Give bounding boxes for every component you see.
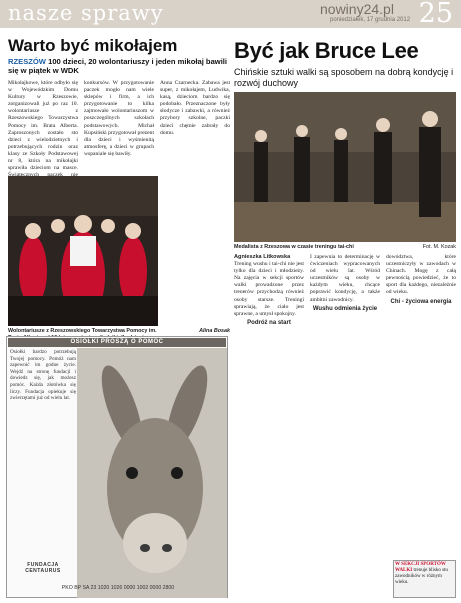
subhead: Podróż na start bbox=[247, 319, 291, 326]
left-col-3 bbox=[160, 80, 230, 330]
right-col-3 bbox=[386, 254, 456, 554]
foundation-name: FUNDACJA CENTAURUS bbox=[25, 562, 61, 574]
left-article-title: Warto być mikołajem bbox=[8, 36, 178, 55]
issue-date: poniedziałek, 17 grudnia 2012 bbox=[330, 17, 411, 23]
photo-illustration bbox=[234, 92, 456, 242]
paragraph: I zapewnia to determinację w ćwiczeniach wypracowanych od wielu lat. Wśród uczestników są osoby w każdym wieku, chcące poprawić kondycję, a także ambitni zawodnicy. bbox=[310, 254, 380, 303]
section-name: nasze sprawy bbox=[8, 1, 164, 25]
info-box bbox=[393, 560, 456, 598]
info-label: W SEKCJI SPORTÓW WALKI bbox=[395, 562, 446, 573]
article-location: RZESZÓW bbox=[8, 57, 46, 66]
caption-text: Wolontariusze z Rzeszowskiego Towarzystwa Pomocy im. bbox=[8, 328, 157, 334]
left-col-2 bbox=[84, 80, 154, 175]
subhead: Chi - życiowa energia bbox=[390, 298, 452, 305]
paragraph: konkursów. W przygotowanie paczek mogło nam wiele sklepów i firm, a ich przygotowanie to kilka zajmowało wolontariuszom w poszczególnych szkołach podstawowych. Michał Kupsiński przygotował prezent dla dzieci i wyśmienitą atmosferę, a dzieci w grupach wspaniale się bawiły. bbox=[84, 80, 154, 157]
taichi-photo bbox=[234, 92, 456, 242]
paragraph: Trening wushu i tai-chi nie jest tylko dla dzieci i młodzieży. Na zajęcia w sekcji sportów walki prowadzone przez trenerów przychodzą również osoby starsze. Treningi sprawiają, że ciało jest sprawne, a umysł spokojny. bbox=[234, 261, 304, 317]
info-text: trenuje blisko stu zawodników w różnym wieku. bbox=[395, 568, 448, 585]
lead-text: 100 dzieci, 20 wolontariuszy i jeden mikołaj bawili się w piątek w WDK bbox=[8, 57, 228, 75]
left-article-lead bbox=[8, 57, 228, 75]
photo-illustration bbox=[8, 176, 158, 326]
donkey-illustration bbox=[77, 348, 227, 598]
right-col-2 bbox=[310, 254, 380, 599]
author-name: Agnieszka Litkowska bbox=[234, 254, 291, 260]
right-photo-caption: Medalista z Rzeszowa w czasie treningu tai-chi bbox=[234, 244, 354, 250]
right-photo-credit: Fot. M. Kozak bbox=[422, 244, 456, 250]
right-article-title: Być jak Bruce Lee bbox=[234, 38, 419, 63]
right-col-1 bbox=[234, 254, 304, 599]
volunteers-photo bbox=[8, 176, 158, 326]
paragraph: dowództwa, które uczestniczyły w zawodach w Chinach. Mogę z całą pewnością powiedzieć, że to sport dla każdego, niezależnie od wieku. bbox=[386, 254, 456, 296]
donkey-appeal-box bbox=[6, 336, 228, 598]
site-name[interactable]: nowiny24.pl bbox=[320, 1, 394, 17]
left-photo-credit: Alina Bosak bbox=[199, 328, 230, 334]
donkey-photo bbox=[77, 348, 227, 598]
left-col-1 bbox=[8, 80, 78, 175]
foundation-logo bbox=[10, 562, 76, 574]
bank-account: PKO BP SA 23 1020 1026 0000 1002 0000 2800 bbox=[61, 585, 175, 591]
paragraph: Anna Czarnecka. Zabawa jest super, z mikołajem, Ludwika, kasą, dzieciom bardzo się podobało. Przeznaczone były słodycze i zabawki, a również przybory szkolne, paczki dzieci chętnie zabrały do domu. bbox=[160, 80, 230, 136]
page-header bbox=[0, 0, 461, 28]
right-article-subtitle: Chińskie sztuki walki są sposobem na dobrą kondycję i rozwój duchowy bbox=[234, 67, 454, 88]
page-number: 25 bbox=[418, 0, 453, 29]
paragraph: Mikołajkowe, które odbyło się w Wojewódzkim Domu Kultury w Rzeszowie, zorganizowali już po raz 10. wolontariusze z Rzeszowskiego Towarzystwa Pomocy im. Brata Alberta. Zaproszonych zostało sto dzieci z wielodzietnych i potrzebujących rodzin oraz klasy ze Szkoły Podstawowej nr 8, która na mikołajki sprawiła dzieciom na masce. bbox=[8, 80, 78, 172]
box-text: Osiołki bardzo potrzebują Twojej pomocy. Pomóż nam zapewnić im godne życie. Wejdź na stronę fundacji i dowiedz się, jak możesz pomóc. Każda złotówka się liczy. Fundacja opiekuje się zwierzętami już od wielu lat. bbox=[10, 349, 76, 402]
box-title: OSIOŁKI PROSZĄ O POMOC bbox=[8, 338, 226, 347]
subhead: Wushu odmienia życie bbox=[312, 305, 378, 312]
